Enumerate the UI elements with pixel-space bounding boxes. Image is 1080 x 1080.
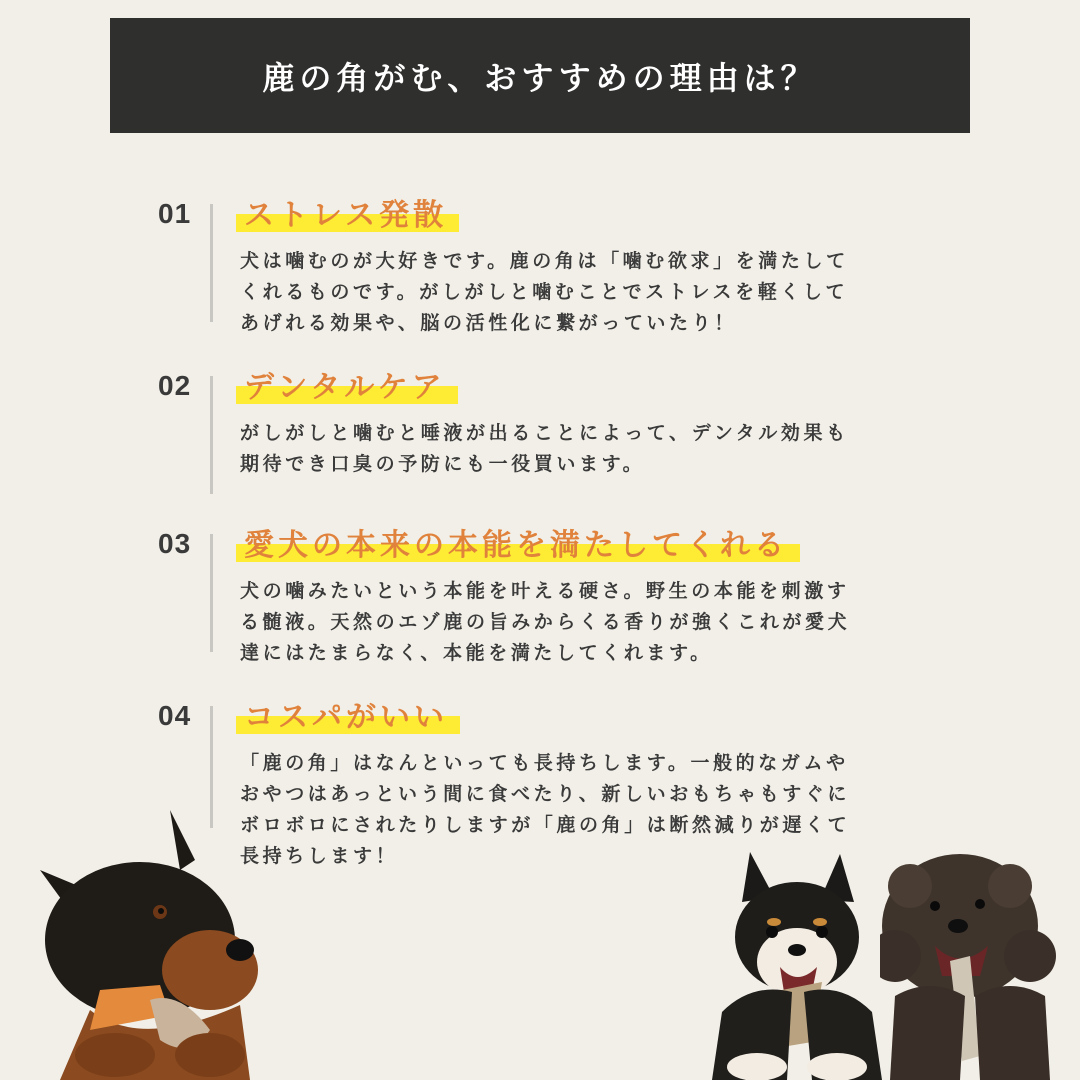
reason-heading: デンタルケア: [238, 362, 452, 406]
page-title: 鹿の角がむ、おすすめの理由は？: [262, 58, 818, 97]
title-banner: [110, 18, 970, 133]
reason-text: 「鹿の角」はなんといっても長持ちします。一般的なガムや おやつはあっという間に食べたり、新しいおもちゃもすぐに ボロボロにされたりしますが「鹿の角」は断然減りが遅くて 長持ちします！: [240, 752, 851, 867]
divider-line: [210, 534, 213, 652]
reason-number: 04: [158, 700, 192, 731]
reason-text: 犬は噛むのが大好きです。鹿の角は「噛む欲求」を満たして くれるものです。がしがしと噛むことでストレスを軽くして あげれる効果や、脳の活性化に繋がっていたり！: [240, 250, 849, 334]
divider-line: [210, 376, 213, 494]
reason-text: がしがしと噛むと唾液が出ることによって、デンタル効果も 期待でき口臭の予防にも一役買います。: [240, 422, 849, 475]
reason-text: 犬の噛みたいという本能を叶える硬さ。野生の本能を刺激す る髄液。天然のエゾ鹿の旨みからくる香りが強くこれが愛犬 達にはたまらなく、本能を満たしてくれます。: [240, 580, 851, 664]
reason-heading: コスパがいい: [238, 692, 454, 736]
divider-line: [210, 204, 213, 322]
reason-number: 01: [158, 198, 192, 229]
poodle-dog-photo: [880, 846, 1060, 1080]
reason-heading: ストレス発散: [238, 190, 453, 234]
doberman-dog-photo: [20, 800, 270, 1080]
shiba-dog-photo: [712, 842, 882, 1080]
reason-number: 03: [158, 528, 192, 559]
reason-number: 02: [158, 370, 192, 401]
reason-heading: 愛犬の本来の本能を満たしてくれる: [238, 520, 794, 564]
